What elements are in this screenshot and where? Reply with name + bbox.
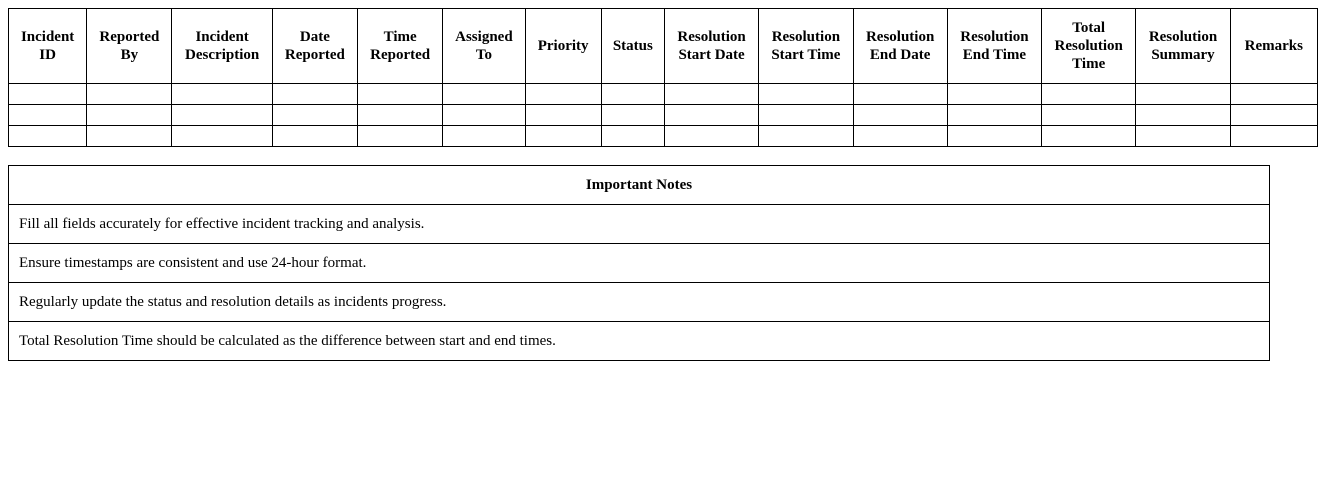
column-header-incident-id: Incident ID (9, 9, 87, 84)
table-cell[interactable] (9, 84, 87, 105)
table-cell[interactable] (443, 126, 525, 147)
note-text: Total Resolution Time should be calculated as the difference between start and end times. (9, 322, 1270, 361)
table-cell[interactable] (853, 126, 947, 147)
table-cell[interactable] (1042, 126, 1136, 147)
table-cell[interactable] (853, 105, 947, 126)
important-notes-table (8, 165, 1270, 361)
notes-header-row (9, 166, 1270, 205)
column-header-resolution-end-time: Resolution End Time (947, 9, 1041, 84)
column-header-resolution-summary: Resolution Summary (1136, 9, 1230, 84)
table-cell[interactable] (1042, 84, 1136, 105)
table-cell[interactable] (664, 105, 758, 126)
table-cell[interactable] (172, 84, 272, 105)
table-cell[interactable] (358, 126, 443, 147)
column-header-resolution-start-time: Resolution Start Time (759, 9, 853, 84)
column-header-remarks: Remarks (1230, 9, 1317, 84)
column-header-assigned-to: Assigned To (443, 9, 525, 84)
column-header-total-resolution-time: Total Resolution Time (1042, 9, 1136, 84)
table-cell[interactable] (358, 84, 443, 105)
note-row (9, 244, 1270, 283)
table-cell[interactable] (1136, 126, 1230, 147)
table-cell[interactable] (1136, 84, 1230, 105)
incident-log-container (8, 8, 1303, 148)
table-cell[interactable] (272, 105, 357, 126)
table-cell[interactable] (87, 105, 172, 126)
note-row (9, 283, 1270, 322)
column-header-priority: Priority (525, 9, 601, 84)
note-text: Fill all fields accurately for effective incident tracking and analysis. (9, 205, 1270, 244)
note-text: Ensure timestamps are consistent and use 24-hour format. (9, 244, 1270, 283)
column-header-status: Status (601, 9, 664, 84)
notes-title: Important Notes (9, 166, 1270, 205)
table-cell[interactable] (601, 105, 664, 126)
table-cell[interactable] (947, 84, 1041, 105)
table-cell[interactable] (947, 105, 1041, 126)
note-row (9, 205, 1270, 244)
table-cell[interactable] (601, 126, 664, 147)
incident-log-header-row (9, 9, 1318, 84)
column-header-reported-by: Reported By (87, 9, 172, 84)
table-cell[interactable] (853, 84, 947, 105)
table-cell[interactable] (172, 105, 272, 126)
table-cell[interactable] (87, 126, 172, 147)
incident-log-table (8, 8, 1318, 147)
table-row (9, 105, 1318, 126)
table-cell[interactable] (759, 105, 853, 126)
table-row (9, 84, 1318, 105)
table-cell[interactable] (87, 84, 172, 105)
table-cell[interactable] (272, 126, 357, 147)
column-header-resolution-start-date: Resolution Start Date (664, 9, 758, 84)
table-cell[interactable] (947, 126, 1041, 147)
table-cell[interactable] (525, 126, 601, 147)
table-cell[interactable] (1230, 126, 1317, 147)
note-row (9, 322, 1270, 361)
column-header-time-reported: Time Reported (358, 9, 443, 84)
column-header-incident-description: Incident Description (172, 9, 272, 84)
table-cell[interactable] (443, 84, 525, 105)
table-row (9, 126, 1318, 147)
table-cell[interactable] (443, 105, 525, 126)
table-cell[interactable] (1230, 84, 1317, 105)
note-text: Regularly update the status and resolution details as incidents progress. (9, 283, 1270, 322)
table-cell[interactable] (664, 126, 758, 147)
table-cell[interactable] (525, 105, 601, 126)
column-header-date-reported: Date Reported (272, 9, 357, 84)
table-cell[interactable] (272, 84, 357, 105)
table-cell[interactable] (1230, 105, 1317, 126)
table-cell[interactable] (358, 105, 443, 126)
table-cell[interactable] (664, 84, 758, 105)
table-cell[interactable] (1136, 105, 1230, 126)
column-header-resolution-end-date: Resolution End Date (853, 9, 947, 84)
table-cell[interactable] (9, 105, 87, 126)
table-cell[interactable] (172, 126, 272, 147)
table-cell[interactable] (759, 126, 853, 147)
table-cell[interactable] (525, 84, 601, 105)
incident-log-body (9, 84, 1318, 147)
table-cell[interactable] (601, 84, 664, 105)
table-cell[interactable] (9, 126, 87, 147)
table-cell[interactable] (1042, 105, 1136, 126)
table-cell[interactable] (759, 84, 853, 105)
